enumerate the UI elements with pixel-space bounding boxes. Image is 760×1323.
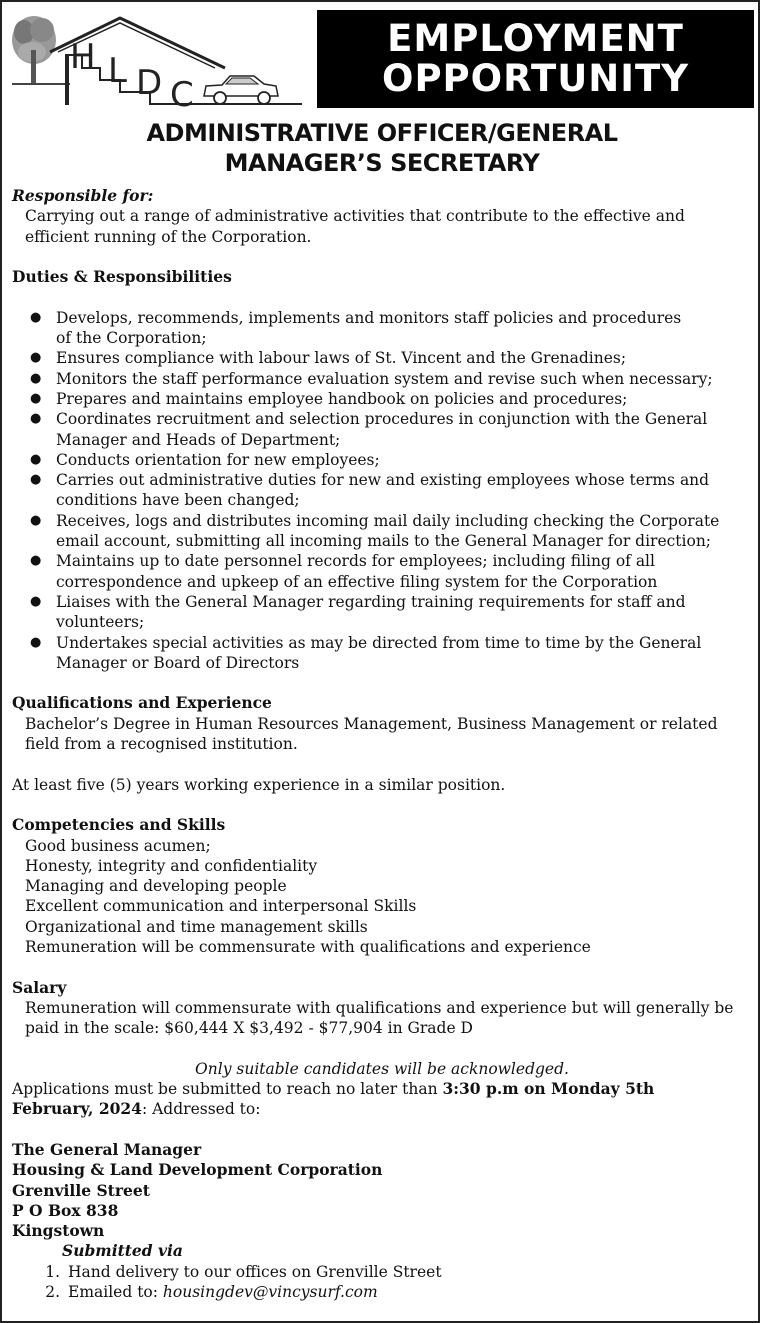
qualifications-line-2: field from a recognised institution. [25,735,298,754]
address-line: P O Box 838 [12,1200,119,1220]
competency-item: Remuneration will be commensurate with qualifications and experience [25,937,591,956]
mailing-address [12,1140,752,1241]
application-text-1: Applications must be submitted to reach no later than [12,1080,443,1099]
responsible-line-1: Carrying out a range of administrative activities that contribute to the effective and [25,207,685,226]
duty-item [12,551,752,592]
duty-line: Liaises with the General Manager regarding training requirements for staff and [56,592,686,611]
bullet-icon: ● [30,634,42,650]
job-title [2,118,760,178]
bullet-icon: ● [30,512,42,528]
duty-item [12,592,752,633]
bullet-icon: ● [30,411,42,427]
duty-line: Conducts orientation for new employees; [56,450,380,469]
salary-line-2: paid in the scale: $60,444 X $3,492 - $77,904 in Grade D [25,1019,473,1038]
duties-heading: Duties & Responsibilities [12,267,232,287]
bullet-icon: ● [30,451,42,467]
address-line: Kingstown [12,1221,105,1241]
competency-item: Excellent communication and interpersonal Skills [25,897,417,916]
duty-line: Manager and Heads of Department; [56,430,341,449]
salary-text [12,998,752,1039]
duty-line: Maintains up to date personnel records for employees; including filing of all [56,552,655,571]
advert-body [12,186,752,1302]
bullet-icon: ● [30,350,42,366]
job-title-line-1: ADMINISTRATIVE OFFICER/GENERAL [146,119,618,147]
address-line: Housing & Land Development Corporation [12,1160,383,1180]
duty-line: Coordinates recruitment and selection procedures in conjunction with the General [56,410,708,429]
duty-line: conditions have been changed; [56,491,300,510]
submitted-via-heading: Submitted via [62,1241,183,1261]
duty-line: Carries out administrative duties for new and existing employees whose terms and [56,471,710,490]
qualifications-line-1: Bachelor’s Degree in Human Resources Management, Business Management or related [25,714,718,733]
method-number: 2. [45,1283,60,1302]
competencies-heading: Competencies and Skills [12,815,226,835]
qualifications-heading: Qualifications and Experience [12,693,272,713]
duty-item [12,470,752,511]
duty-line: of the Corporation; [56,329,207,348]
duty-line: Undertakes special activities as may be directed from time to time by the General [56,633,702,652]
application-instructions [12,1079,752,1120]
svg-text:C: C [170,75,194,110]
submission-method-email [12,1282,752,1302]
submission-method-hand-delivery [12,1262,752,1282]
responsible-text [12,206,752,247]
duty-item [12,348,752,368]
salary-line-1: Remuneration will commensurate with qualifications and experience but will generally be [25,998,734,1017]
duty-line: Ensures compliance with labour laws of St. Vincent and the Grenadines; [56,349,627,368]
competency-item: Managing and developing people [25,877,287,896]
acknowledgement-note: Only suitable candidates will be acknowledged. [195,1059,569,1078]
banner-line-2: OPPORTUNITY [381,57,690,100]
deadline-part-2: February, 2024 [12,1099,142,1119]
deadline-part-1: 3:30 p.m on Monday 5th [442,1079,655,1099]
duty-item [12,511,752,552]
qualifications-text [12,714,752,755]
duty-line: volunteers; [56,613,145,632]
address-line: Grenville Street [12,1180,150,1200]
bullet-icon: ● [30,472,42,488]
duty-line: Prepares and maintains employee handbook on policies and procedures; [56,389,628,408]
duty-item [12,389,752,409]
method-number: 1. [45,1262,60,1281]
bullet-icon: ● [30,593,42,609]
application-text-2: : Addressed to: [141,1100,261,1119]
method-text: Hand delivery to our offices on Grenville Street [68,1262,442,1281]
employment-opportunity-banner [317,10,754,108]
svg-text:D: D [136,63,163,103]
bullet-icon: ● [30,309,42,325]
bullet-icon: ● [30,370,42,386]
method-label: Emailed to: [68,1283,163,1302]
duty-line: correspondence and upkeep of an effective filing system for the Corporation [56,572,658,591]
duty-item [12,369,752,389]
duty-line: email account, submitting all incoming mails to the General Manager for direction; [56,532,712,551]
car-icon [204,76,278,104]
hldc-logo [10,10,304,110]
duty-item [12,409,752,450]
responsible-heading: Responsible for: [12,186,154,205]
duty-line: Develops, recommends, implements and monitors staff policies and procedures [56,308,682,327]
duty-item [12,308,752,349]
salary-heading: Salary [12,977,67,997]
experience-text: At least five (5) years working experience in a similar position. [12,775,506,794]
svg-text:L: L [108,51,127,91]
competency-item: Organizational and time management skills [25,917,368,936]
duty-line: Receives, logs and distributes incoming mail daily including checking the Corporate [56,511,720,530]
duties-list [12,308,752,673]
duty-line: Monitors the staff performance evaluation system and revise such when necessary; [56,369,713,388]
svg-text:H: H [70,37,96,77]
job-title-line-2: MANAGER’S SECRETARY [224,149,540,177]
bullet-icon: ● [30,390,42,406]
competencies-list [12,836,752,958]
competency-item: Honesty, integrity and confidentiality [25,856,318,875]
bullet-icon: ● [30,553,42,569]
banner-line-1: EMPLOYMENT [387,17,684,60]
duty-item [12,633,752,674]
email-link[interactable]: housingdev@vincysurf.com [162,1283,378,1302]
competency-item: Good business acumen; [25,836,211,855]
address-line: The General Manager [12,1139,202,1159]
responsible-line-2: efficient running of the Corporation. [25,227,312,246]
duty-item [12,450,752,470]
submission-methods [12,1262,752,1303]
duty-line: Manager or Board of Directors [56,653,300,672]
